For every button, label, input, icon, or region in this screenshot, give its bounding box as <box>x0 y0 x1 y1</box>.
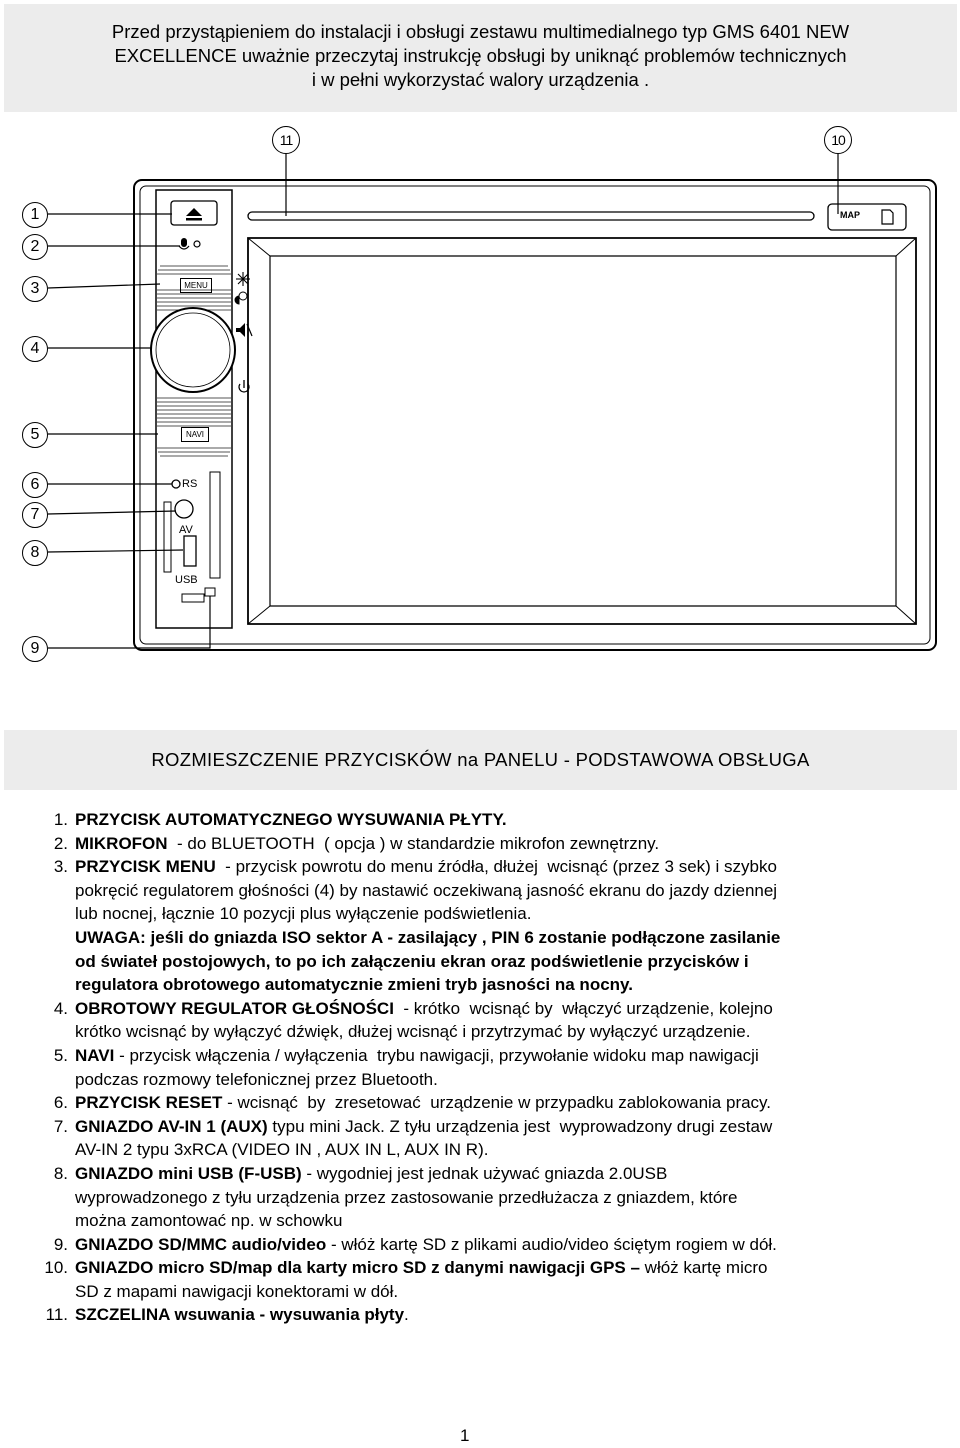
screen-bevel-tl <box>248 238 270 256</box>
screen-inner <box>270 256 896 606</box>
item-text: włóż kartę micro <box>639 1258 768 1278</box>
callout-7: 7 <box>22 502 48 528</box>
page-number: 1 <box>460 1426 470 1445</box>
screen-outer <box>248 238 916 624</box>
item-text: - włóż kartę SD z plikami audio/video ściętym rogiem w dół. <box>326 1234 777 1254</box>
disc-slot <box>248 212 814 220</box>
list-item <box>0 1303 960 1327</box>
item-continuation: SD z mapami nawigacji konektorami w dół. <box>75 1281 399 1301</box>
intro-line-2: EXCELLENCE uważnie przeczytaj instrukcję obsługi by uniknąć problemów technicznych <box>114 45 847 66</box>
item-text: typu mini Jack. Z tyłu urządzenia jest wyprowadzony drugi zestaw <box>267 1116 773 1136</box>
item-number: 8. <box>53 1163 68 1183</box>
device-outer-frame <box>134 180 936 650</box>
list-item <box>0 1256 960 1303</box>
item-continuation: krótko wcisnąć by wyłączyć dźwięk, dłużej wcisnąć i przytrzymać by wyłączyć urządzenie. <box>75 1022 751 1042</box>
item-number: 5. <box>53 1045 68 1065</box>
menu-label: MENU <box>180 278 212 293</box>
intro-box <box>4 4 957 112</box>
mute-icon <box>236 323 252 337</box>
item-title: PRZYCISK RESET <box>75 1093 223 1113</box>
item-continuation: AV-IN 2 typu 3xRCA (VIDEO IN , AUX IN L, AUX IN R). <box>75 1140 489 1160</box>
item-continuation: można zamontować np. w schowku <box>75 1211 343 1231</box>
eject-icon <box>186 208 202 221</box>
map-label: MAP <box>840 210 860 220</box>
item-continuation: lub nocnej, łącznie 10 pozycji plus wyłączenie podświetlenia. <box>75 904 532 924</box>
intro-line-1: Przed przystąpieniem do instalacji i obsługi zestawu multimedialnego typ GMS 6401 NEW <box>111 21 850 42</box>
item-continuation: podczas rozmowy telefonicznej przez Bluetooth. <box>75 1069 438 1089</box>
item-number: 9. <box>53 1234 68 1254</box>
panel-diagram <box>0 118 960 708</box>
item-note: od świateł postojowych, to po ich załączeniu ekran oraz podświetlenie przycisków i <box>75 951 749 971</box>
usb-port <box>184 536 196 566</box>
sd-card-icon <box>882 210 893 224</box>
list-item <box>0 1233 960 1257</box>
list-item <box>0 855 960 997</box>
list-item <box>0 997 960 1044</box>
item-title: SZCZELINA wsuwania - wysuwania płyty <box>75 1305 405 1325</box>
callout-4: 4 <box>22 336 48 362</box>
callout-8: 8 <box>22 540 48 566</box>
contrast-icon <box>235 296 239 304</box>
screen-bevel-br <box>896 606 916 624</box>
item-title: GNIAZDO micro SD/map dla karty micro SD z danymi nawigacji GPS – <box>75 1258 640 1278</box>
callout-3: 3 <box>22 276 48 302</box>
list-item <box>0 1044 960 1091</box>
callout-9: 9 <box>22 636 48 662</box>
item-text: . <box>404 1305 409 1325</box>
item-number: 11. <box>45 1305 68 1325</box>
callout-2: 2 <box>22 234 48 260</box>
panel-drawing <box>0 118 960 708</box>
intro-line-3: i w pełni wykorzystać walory urządzenia . <box>311 69 650 90</box>
sd-slot <box>164 502 171 572</box>
callout-1: 1 <box>22 202 48 228</box>
callout-lines <box>48 154 838 648</box>
instructions-list <box>0 808 960 1327</box>
item-number: 3. <box>53 857 68 877</box>
item-number: 2. <box>53 833 68 853</box>
micro-sd-slot <box>210 472 220 578</box>
av-jack <box>175 500 193 518</box>
list-item <box>0 1091 960 1115</box>
item-title: GNIAZDO mini USB (F-USB) <box>75 1163 302 1183</box>
microphone-hole <box>194 241 200 247</box>
volume-knob <box>151 308 235 392</box>
item-number: 4. <box>53 998 68 1018</box>
item-continuation: wyprowadzonego z tyłu urządzenia przez zastosowanie przedłużacza z gniazdem, które <box>75 1187 738 1207</box>
item-title: MIKROFON <box>75 833 168 853</box>
control-strip <box>156 190 232 628</box>
navi-label: NAVI <box>181 427 209 442</box>
item-title: PRZYCISK AUTOMATYCZNEGO WYSUWANIA PŁYTY. <box>75 810 507 829</box>
list-item <box>0 808 960 832</box>
item-note: UWAGA: jeśli do gniazda ISO sektor A - zasilający , PIN 6 zostanie podłączone zasilanie <box>75 927 781 947</box>
callout-6: 6 <box>22 472 48 498</box>
usb-latch <box>205 588 215 596</box>
item-title: NAVI <box>75 1045 115 1065</box>
av-label: AV <box>179 524 193 536</box>
reset-hole <box>172 480 180 488</box>
item-text: - krótko wcisnąć by włączyć urządzenie, kolejno <box>393 998 773 1018</box>
item-text: - wygodniej jest jednak używać gniazda 2.0USB <box>301 1163 668 1183</box>
microphone-icon <box>179 238 189 249</box>
item-title: GNIAZDO SD/MMC audio/video <box>75 1234 327 1254</box>
rs-label: RS <box>182 478 198 490</box>
list-item <box>0 1162 960 1233</box>
section-heading: ROZMIESZCZENIE PRZYCISKÓW na PANELU - PODSTAWOWA OBSŁUGA <box>4 730 957 790</box>
list-item <box>0 832 960 856</box>
device-inner-frame <box>140 186 930 644</box>
item-number: 1. <box>53 810 68 829</box>
list-item <box>0 1115 960 1162</box>
screen-bevel-bl <box>248 606 270 624</box>
bottom-latch <box>182 594 204 602</box>
callout-10: 10 <box>824 126 852 154</box>
item-note: regulatora obrotowego automatycznie zmieni tryb jasności na nocny. <box>75 975 633 995</box>
item-number: 10. <box>44 1258 68 1278</box>
item-continuation: pokręcić regulatorem głośności (4) by nastawić oczekiwaną jasność ekranu do jazdy dziennej <box>75 880 778 900</box>
usb-label: USB <box>175 574 198 586</box>
item-title: GNIAZDO AV-IN 1 (AUX) <box>75 1116 268 1136</box>
screen-bevel-tr <box>896 238 916 256</box>
item-text: - wcisnąć by zresetować urządzenie w przypadku zablokowania pracy. <box>222 1093 772 1113</box>
callout-5: 5 <box>22 422 48 448</box>
item-text: - do BLUETOOTH ( opcja ) w standardzie mikrofon zewnętrzny. <box>167 833 660 853</box>
item-title: PRZYCISK MENU <box>75 857 216 877</box>
item-title: OBROTOWY REGULATOR GŁOŚNOŚCI <box>75 998 394 1018</box>
contrast-icon-ring <box>239 292 247 300</box>
callout-11: 11 <box>272 126 300 154</box>
item-number: 7. <box>53 1116 68 1136</box>
item-text: - przycisk powrotu do menu źródła, dłużej wcisnąć (przez 3 sek) i szybko <box>215 857 777 877</box>
item-number: 6. <box>53 1093 68 1113</box>
item-text: - przycisk włączenia / wyłączenia trybu nawigacji, przywołanie widoku map nawigacji <box>114 1045 759 1065</box>
